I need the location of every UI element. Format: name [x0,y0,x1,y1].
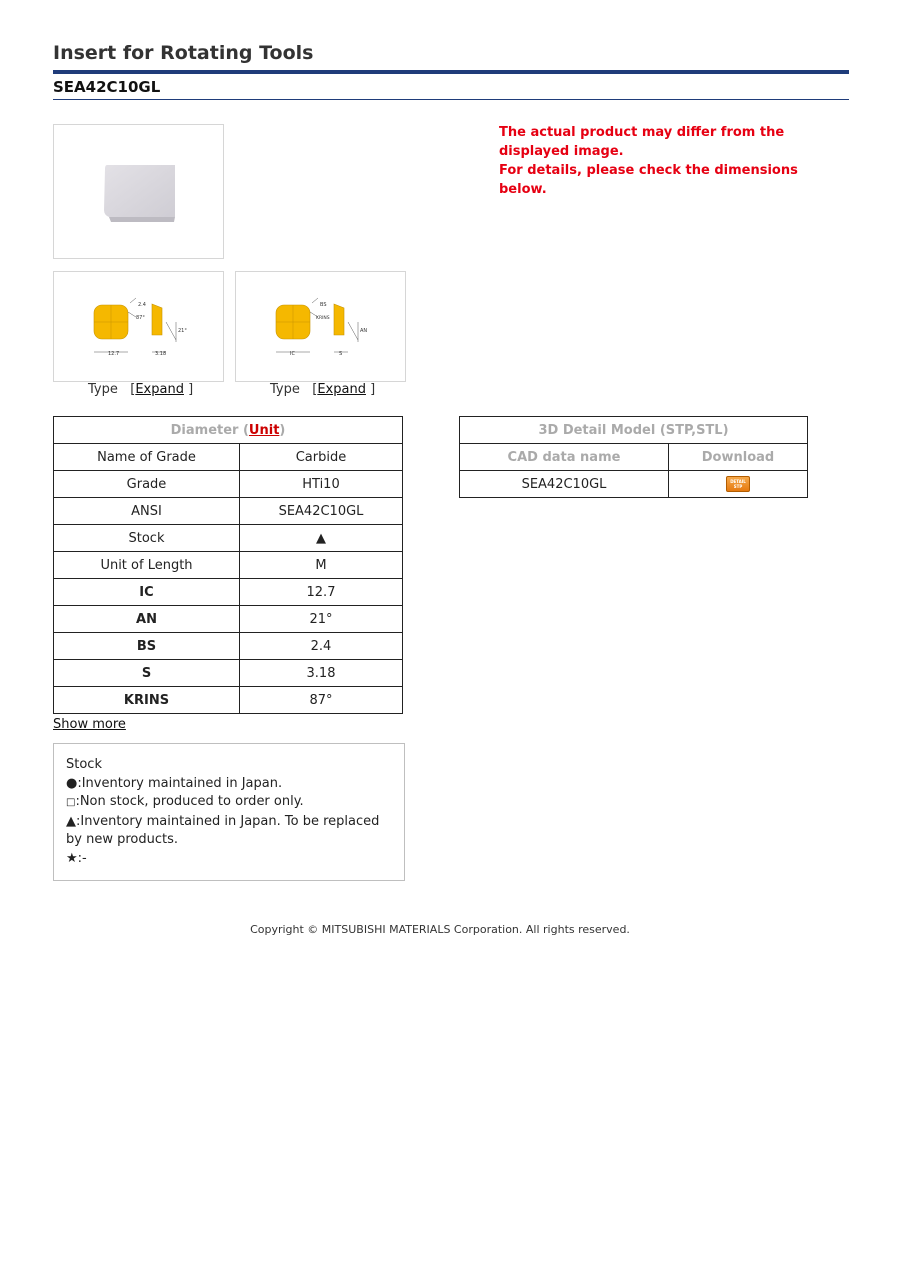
spec-table [53,416,403,714]
table-row: AN 21° [54,606,403,633]
type-label-2: Type [Expand ] [270,382,376,397]
disclaimer-line-2: For details, please check the dimensions below. [499,163,798,197]
image-disclaimer [499,123,839,199]
filled-circle-icon: ● [66,775,78,791]
stock-status: ▲ [240,525,403,552]
krins-symbol: KRINS [316,316,330,321]
insert-dimension-drawing [54,272,223,381]
copyright-footer: Copyright © MITSUBISHI MATERIALS Corporation. All rights reserved. [250,923,630,936]
product-image [53,124,224,259]
expand-link-1[interactable]: Expand [135,382,184,397]
page-title: Insert for Rotating Tools [53,42,314,64]
stock-legend [53,743,405,881]
table-row: KRINS 87° [54,687,403,714]
table-row: Grade HTi10 [54,471,403,498]
s-symbol: S [339,351,343,357]
cad-col-download: Download [669,444,808,471]
title-divider [53,70,849,74]
code-divider [53,99,849,100]
bs-value: 2.4 [138,302,146,308]
legend-title: Stock [66,757,102,772]
s-value: 3.18 [155,351,167,357]
insert-photo-graphic [54,125,223,258]
star-icon: ★ [66,850,78,866]
disclaimer-line-1: The actual product may differ from the displayed image. [499,125,785,159]
cad-col-name: CAD data name [460,444,669,471]
dimension-diagram-symbols [235,271,406,382]
cad-table-title: 3D Detail Model (STP,STL) [460,417,808,444]
legend-item: ●:Inventory maintained in Japan. [66,775,283,791]
an-value: 21° [178,328,187,334]
krins-value: 87° [136,315,145,321]
table-row: S 3.18 [54,660,403,687]
table-row [460,471,808,498]
type-label-1: Type [Expand ] [88,382,194,397]
ic-value: 12.7 [108,351,120,357]
insert-symbol-drawing [236,272,405,381]
dimension-diagram-values [53,271,224,382]
legend-item: ▲:Inventory maintained in Japan. To be replaced by new products. [66,813,380,847]
table-row: BS 2.4 [54,633,403,660]
spec-table-header: Diameter (Unit) [54,417,403,444]
stp-download-icon[interactable]: DETAIL STP [726,476,750,492]
bs-symbol: BS [320,302,327,308]
ic-symbol: IC [290,351,295,357]
legend-item: □:Non stock, produced to order only. [66,794,304,809]
triangle-icon: ▲ [66,813,76,829]
cad-data-name: SEA42C10GL [460,471,669,498]
table-row: Unit of Length M [54,552,403,579]
table-row: Stock ▲ [54,525,403,552]
an-symbol: AN [360,328,368,334]
table-row: ANSI SEA42C10GL [54,498,403,525]
product-code: SEA42C10GL [53,78,161,96]
cad-table [459,416,808,498]
empty-square-icon: □ [66,797,76,808]
unit-link[interactable]: Unit [248,422,280,438]
table-row: Name of Grade Carbide [54,444,403,471]
expand-link-2[interactable]: Expand [317,382,366,397]
table-row: IC 12.7 [54,579,403,606]
show-more-link[interactable]: Show more [53,717,126,732]
legend-item: ★:- [66,850,87,866]
